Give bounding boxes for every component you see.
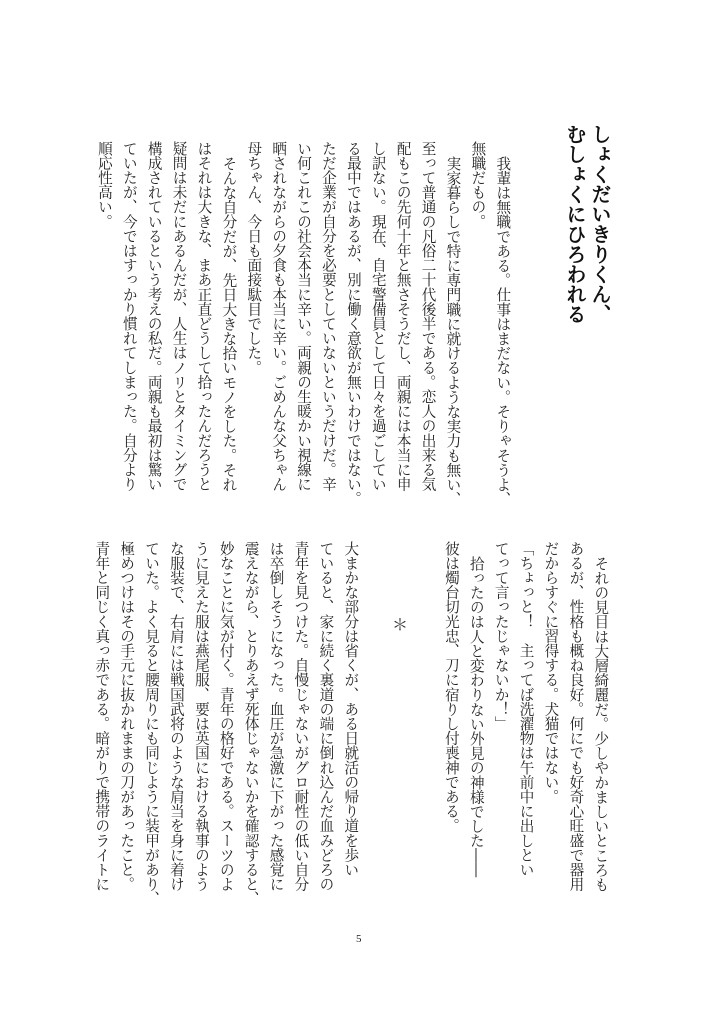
text-column: な服装で、右肩には戦国武将のような肩当を身に着け	[167, 541, 185, 892]
title-line-2: むしょくにひろわれる	[563, 124, 587, 324]
text-column: そんな自分だが、先日大きな拾いモノをした。それ	[220, 155, 238, 492]
text-column: 母ちゃん、今日も面接駄目でした。	[245, 141, 263, 375]
page-number: 5	[356, 933, 362, 945]
text-column: 青年と同じく真っ赤である。暗がりで携帯のライトに	[93, 541, 111, 892]
text-column: あるが、性格も概ね良好。何にでも好奇心旺盛で器用	[567, 541, 585, 892]
text-column: は卒倒しそうになった。血圧が急激に下がった感覚に	[267, 541, 285, 892]
text-column: 無職だもの。	[469, 141, 487, 229]
text-column: 実家暮らしで特に専門職に就けるような実力も無い、	[444, 155, 462, 506]
text-column: 順応性高い。	[95, 141, 113, 229]
text-column: はそれは大きな、まあ正直どうして拾ったんだろうと	[195, 141, 213, 492]
title-line-1: しょくだいきりくん、	[588, 124, 612, 324]
scene-separator: ＊	[391, 615, 409, 634]
text-column: だからすぐに習得する。犬猫ではない。	[542, 541, 560, 804]
text-column: 彼は燭台切光忠、刀に宿りし付喪神である。	[442, 541, 460, 833]
text-column: 「ちょっと！ 主ってば洗濯物は午前中に出しとい	[517, 541, 535, 877]
text-column: 極めつけはその手元に抜かれままの刀があったこと。	[118, 541, 136, 892]
text-column: 至って普通の凡俗二十代後半である。恋人の出来る気	[419, 141, 437, 492]
text-column: 構成されているという考えの私だ。両親も最初は驚い	[145, 141, 163, 492]
text-column: 大まかな部分は省くが、ある日就活の帰り道を歩い	[342, 541, 360, 877]
text-column: 我輩は無職である。仕事はまだない。そりゃそうよ、	[494, 155, 512, 506]
text-column: 妙なことに気が付く。青年の格好である。スーツのよ	[217, 541, 235, 892]
text-column: ただ企業が自分を必要としていないというだけだ。辛	[319, 141, 337, 492]
text-column: 拾ったのは人と変わりない外見の神様でした――	[467, 555, 485, 877]
text-column: てって言ったじゃないか！」	[492, 541, 510, 731]
text-column: ていた。よく見ると腰周りにも同じように装甲があり、	[143, 541, 161, 906]
text-column: し訳ない。現在、自宅警備員として日々を過ごしてい	[369, 141, 387, 492]
text-column: それの見目は大層綺麗だ。少しやかましいところも	[592, 555, 610, 892]
text-column: 疑問は未だにあるんだが、人生はノリとタイミングで	[170, 141, 188, 492]
text-column: る最中ではあるが、別に働く意欲が無いわけではない。	[344, 141, 362, 506]
text-column: うに見えた服は燕尾服、要は英国における執事のよう	[192, 541, 210, 892]
text-column: 震えながら、とりあえず死体じゃないかを確認すると、	[242, 541, 260, 906]
text-column: 配もこの先何十年と無さそうだし、両親には本当に申	[394, 141, 412, 492]
text-column: 青年を見つけた。自慢じゃないがグロ耐性の低い自分	[292, 541, 310, 892]
text-column: ていたが、今ではすっかり慣れてしまった。自分より	[120, 141, 138, 492]
text-column: い何これこの社会本当に辛い。両親の生暖かい視線に	[295, 141, 313, 492]
text-column: 晒されながらの夕食も本当に辛い。ごめんな父ちゃん	[270, 141, 288, 492]
text-column: ていると、家に続く裏道の端に倒れ込んだ血みどろの	[317, 541, 335, 892]
